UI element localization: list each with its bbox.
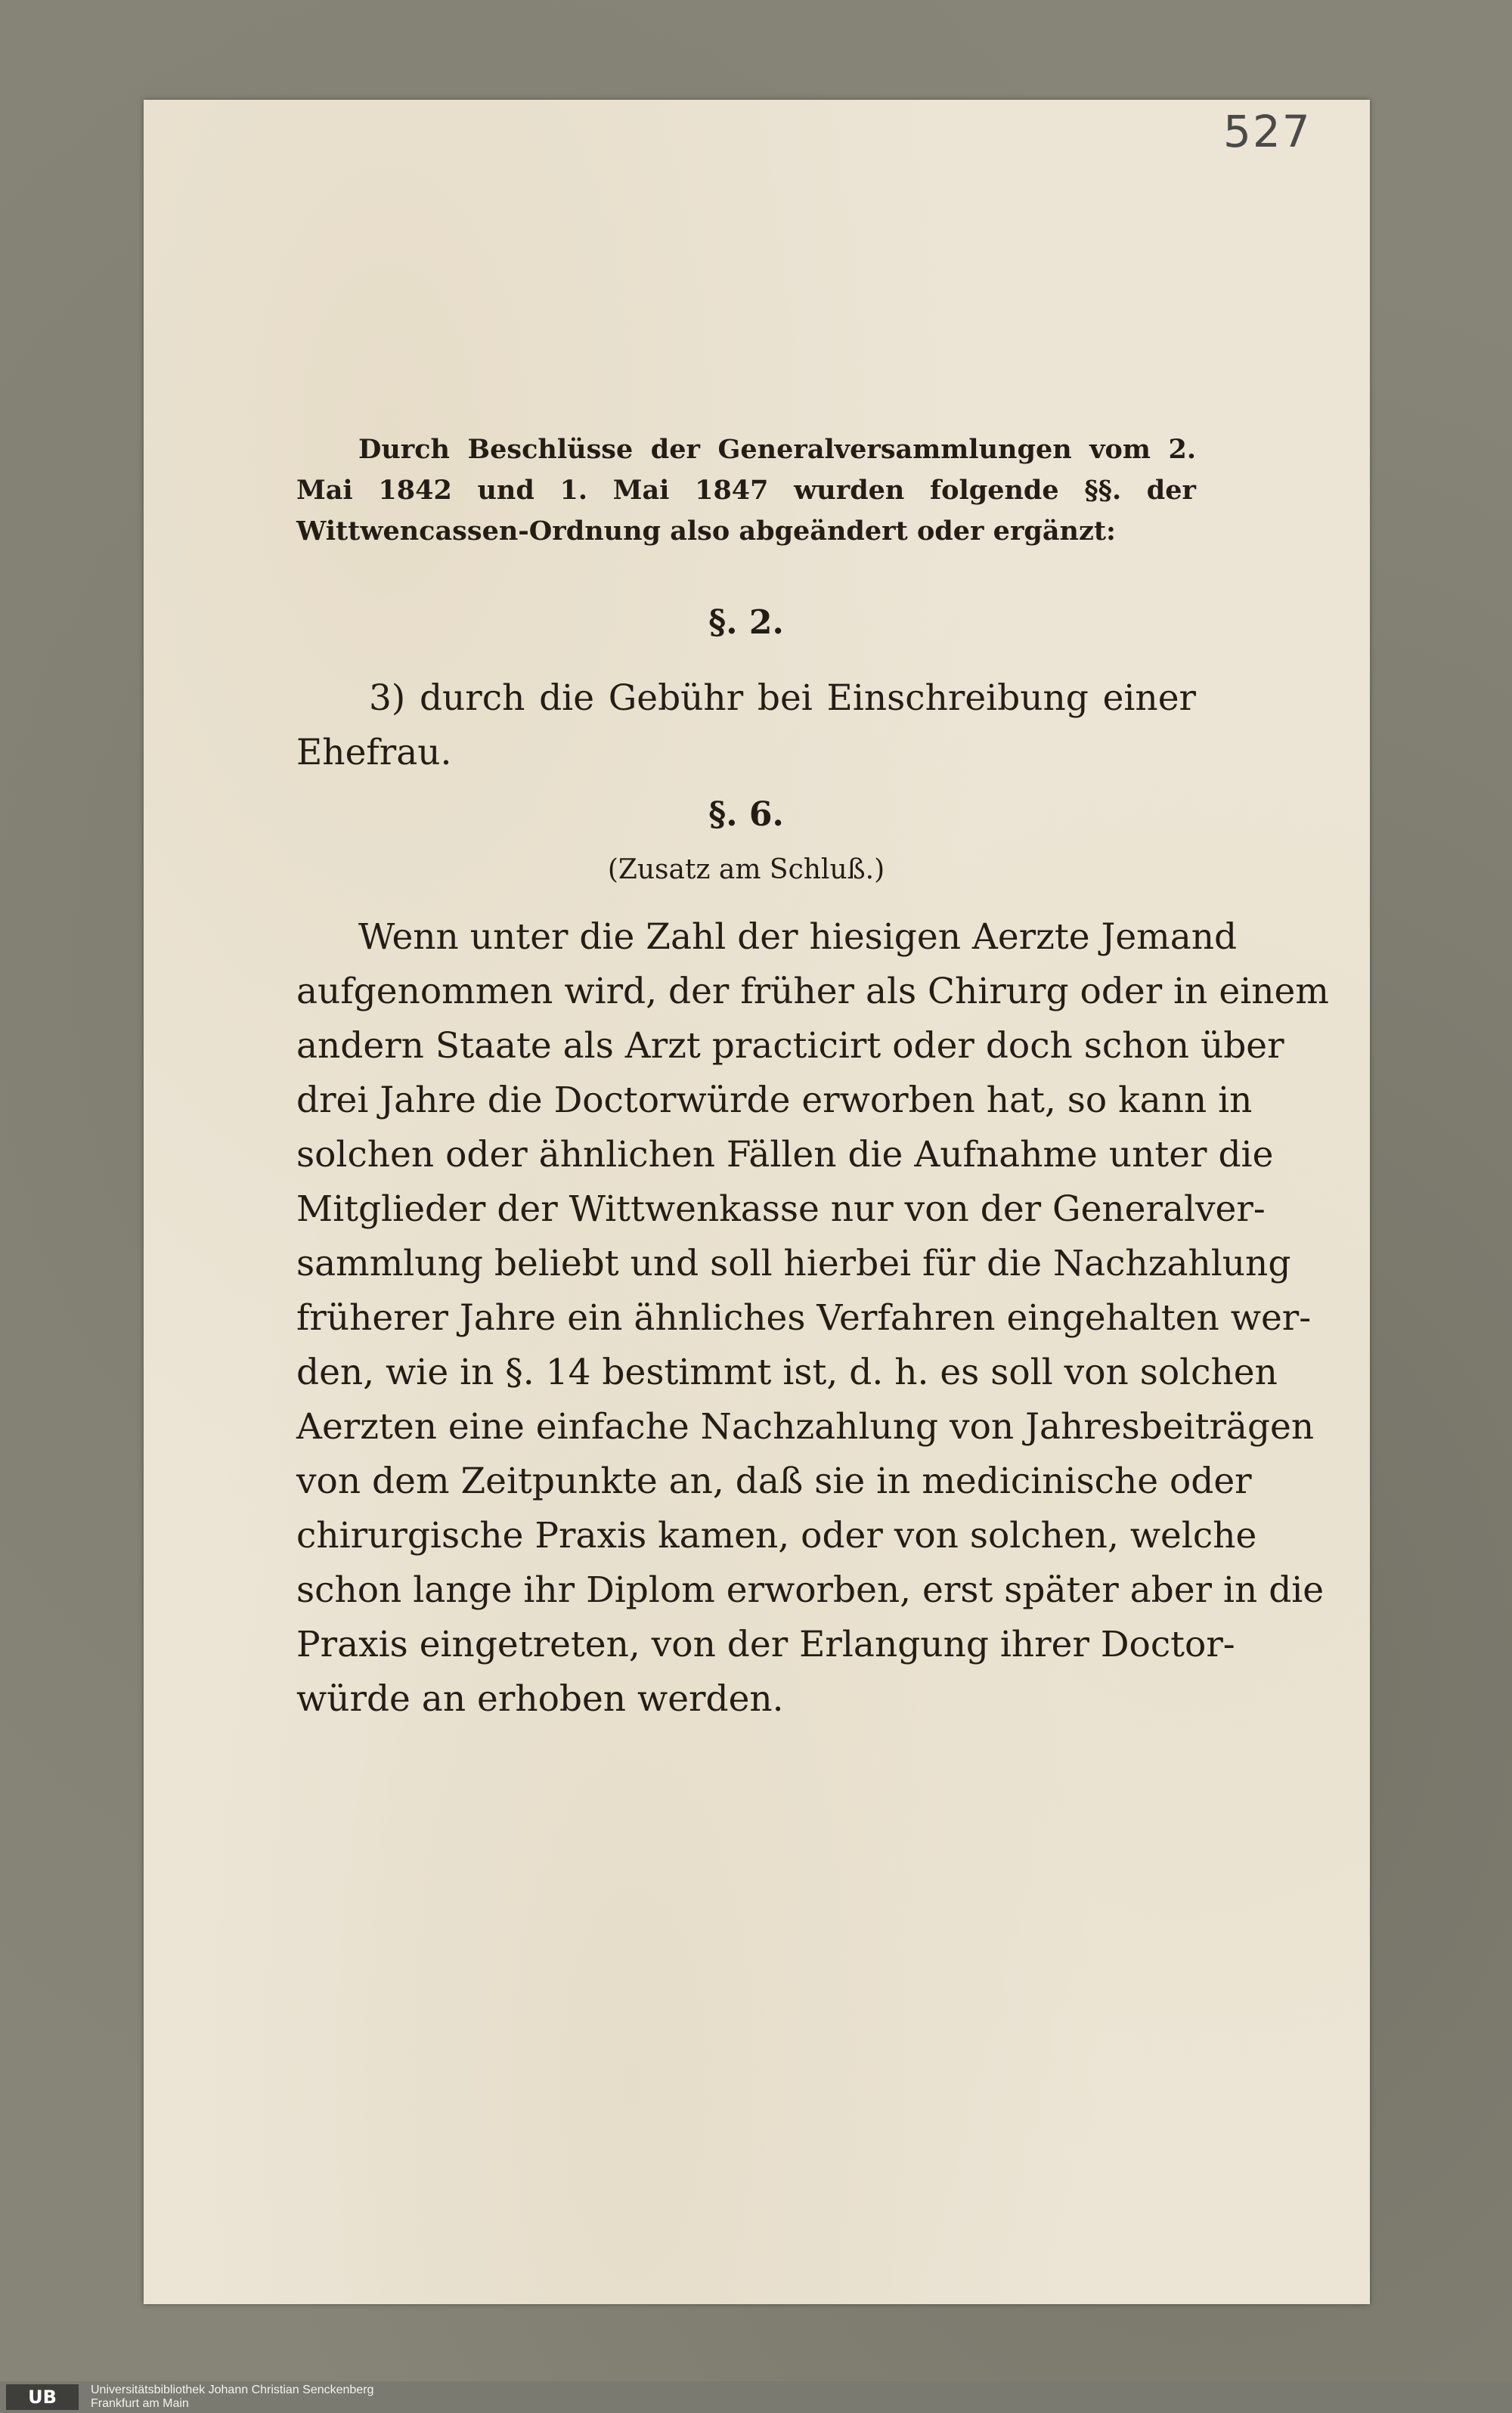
handwritten-shelfmark: 527	[1223, 106, 1312, 157]
section-6-line: schon lange ihr Diplom erworben, erst später aber in die	[296, 1569, 1325, 1611]
section-6-line: chirurgische Praxis kamen, oder von solchen, welche	[296, 1515, 1257, 1557]
section-6-line: andern Staate als Arzt practicirt oder doch schon über	[296, 1025, 1284, 1067]
footer-library-name: Universitätsbibliothek Johann Christian Senckenberg	[91, 2384, 374, 2396]
section-6-line: Mitglieder der Wittwenkasse nur von der Generalver-	[296, 1188, 1266, 1230]
section-6-line: früherer Jahre ein ähnliches Verfahren eingehalten wer-	[296, 1297, 1312, 1339]
section-2-heading: §. 2.	[708, 603, 784, 642]
section-6-line: Aerzten eine einfache Nachzahlung von Jahresbeiträgen	[296, 1406, 1315, 1448]
section-2-text: 3) durch die Gebühr bei Einschreibung einer Ehefrau.	[296, 677, 1196, 773]
ub-logo: UB	[6, 2384, 79, 2410]
footer-text	[91, 2384, 373, 2411]
section-6-note: (Zusatz am Schluß.)	[607, 854, 885, 885]
section-6-line: Wenn unter die Zahl der hiesigen Aerzte Jemand	[358, 916, 1238, 958]
section-6-line: drei Jahre die Doctorwürde erworben hat, so kann in	[296, 1080, 1253, 1121]
section-6-heading: §. 6.	[708, 795, 784, 834]
section-6-line: würde an erhoben werden.	[296, 1678, 784, 1720]
footer-city: Frankfurt am Main	[91, 2397, 189, 2410]
intro-paragraph: Durch Beschlüsse der Generalversammlungen vom 2. Mai 1842 und 1. Mai 1847 wurden folgende §§. der Wittwencassen-Ordnung also abgeändert oder ergänzt:	[296, 434, 1196, 547]
library-footer	[0, 2381, 1512, 2413]
section-6-line: sammlung beliebt und soll hierbei für die Nachzahlung	[296, 1243, 1291, 1284]
section-6-line: den, wie in §. 14 bestimmt ist, d. h. es soll von solchen	[296, 1352, 1278, 1393]
section-6-line: Praxis eingetreten, von der Erlangung ihrer Doctor-	[296, 1624, 1235, 1665]
section-6-line: aufgenommen wird, der früher als Chirurg oder in einem	[296, 971, 1329, 1012]
section-6-line: solchen oder ähnlichen Fällen die Aufnahme unter die	[296, 1134, 1274, 1176]
section-6-line: von dem Zeitpunkte an, daß sie in medicinische oder	[296, 1460, 1252, 1502]
